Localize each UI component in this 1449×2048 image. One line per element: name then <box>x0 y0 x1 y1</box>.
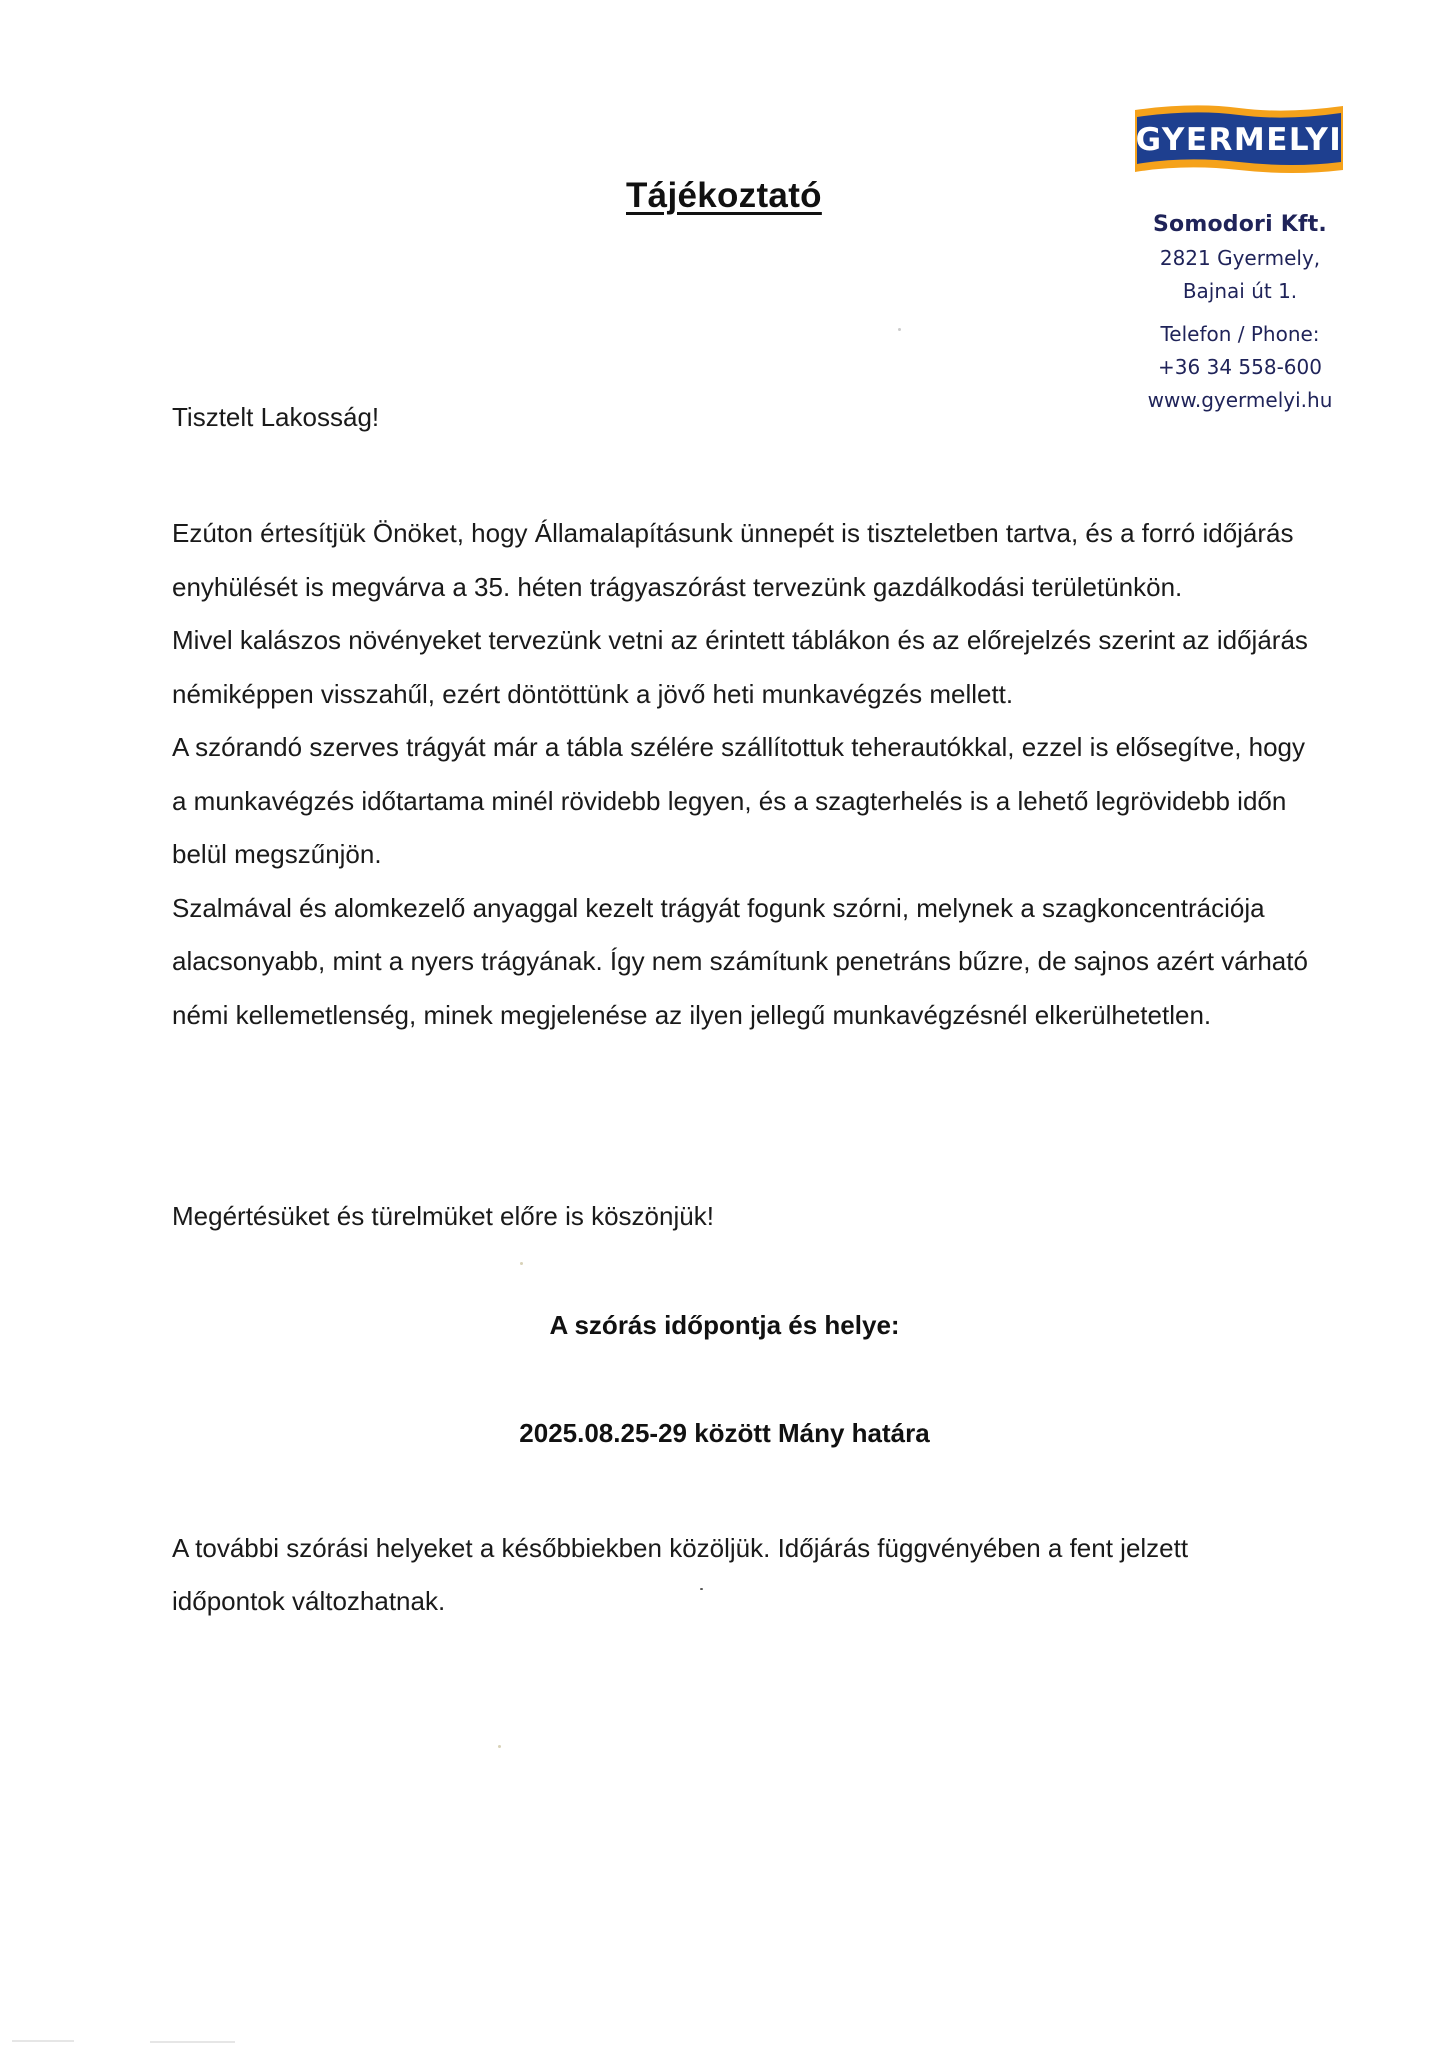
scan-line <box>150 2041 235 2043</box>
letter-body <box>172 507 1312 1042</box>
paragraph: Mivel kalászos növényeket tervezünk vetni az érintett táblákon és az előrejelzés szerint az időjárás némiképpen visszahűl, ezért döntöttünk a jövő heti munkavégzés mellett. <box>172 625 1308 709</box>
scan-speck <box>520 1262 523 1265</box>
phone-label: Telefon / Phone: <box>1160 322 1320 346</box>
thanks-line: Megértésüket és türelmüket előre is köszönjük! <box>172 1201 714 1231</box>
company-name: Somodori Kft. <box>1152 212 1327 237</box>
scan-speck <box>498 1745 501 1748</box>
schedule-heading: A szórás időpontja és helye: <box>549 1310 900 1340</box>
address-line-2: Bajnai út 1. <box>1182 279 1298 303</box>
company-info <box>1110 208 1370 417</box>
closing-note <box>172 1522 1312 1628</box>
phone-number: +36 34 558-600 <box>1158 355 1322 379</box>
gyermelyi-logo <box>1133 100 1345 178</box>
logo-banner-icon <box>1133 100 1345 178</box>
scan-speck <box>898 328 901 331</box>
paragraph: Ezúton értesítjük Önöket, hogy Államalapításunk ünnepét is tiszteletben tartva, és a forró időjárás enyhülését is megvárva a 35. héten trágyaszórást tervezünk gazdálkodási területünkön. <box>172 518 1294 602</box>
address-line-1: 2821 Gyermely, <box>1159 246 1321 270</box>
closing-line: A további szórási helyeket a későbbiekben közöljük. Időjárás függvényében a fent jelzett <box>172 1533 1189 1563</box>
paragraph: A szórandó szerves trágyát már a tábla szélére szállítottuk teherautókkal, ezzel is elősegítve, hogy a munkavégzés időtartama minél rövidebb legyen, és a szagterhelés is a lehető legrövidebb időn belül megszűnjön. <box>172 732 1306 869</box>
document-title: Tájékoztató <box>626 176 822 215</box>
logo-text: GYERMELYI <box>1135 122 1343 158</box>
closing-line: időpontok változhatnak. <box>172 1586 446 1616</box>
salutation: Tisztelt Lakosság! <box>172 402 380 432</box>
paragraph: Szalmával és alomkezelő anyaggal kezelt trágyát fogunk szórni, melynek a szagkoncentrációja alacsonyabb, mint a nyers trágyának. Így nem számítunk penetráns bűzre, de sajnos azért várható némi kellemetlenség, minek megjelenése az ilyen jellegű munkavégzésnél elkerülhetetlen. <box>172 892 1308 1030</box>
website-link[interactable]: www.gyermelyi.hu <box>1147 388 1333 412</box>
scan-line <box>12 2040 74 2042</box>
scan-speck <box>700 1588 703 1590</box>
schedule-entry: 2025.08.25-29 között Mány határa <box>519 1418 930 1448</box>
